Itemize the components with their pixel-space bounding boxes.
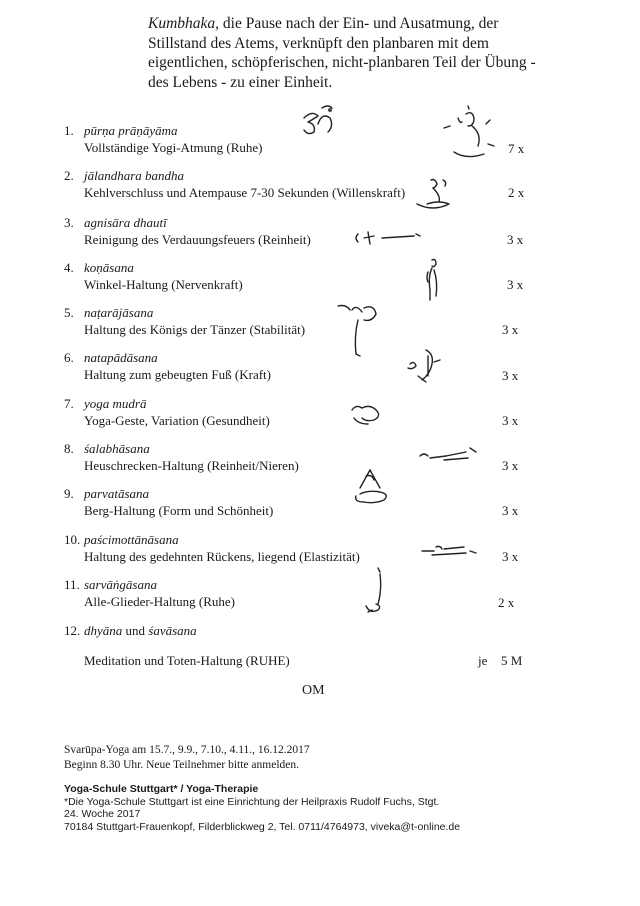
- item-number: 10.: [64, 532, 81, 547]
- sanskrit-name: jālandhara bandha: [84, 168, 185, 183]
- sanskrit-name: sarvāṅgāsana: [84, 577, 157, 592]
- repetition-count: 3 x: [507, 232, 524, 247]
- school-note: *Die Yoga-Schule Stuttgart ist eine Einrichtung der Heilpraxis Rudolf Fuchs, Stgt.: [64, 795, 440, 808]
- repetition-count: 3 x: [502, 368, 519, 383]
- sanskrit-name: naṭarājāsana: [84, 305, 154, 320]
- item-number: 6.: [64, 350, 74, 365]
- item-number: 9.: [64, 486, 74, 501]
- intro-lead: Kumbhaka,: [148, 15, 220, 32]
- seated-figure-icon: [413, 176, 453, 212]
- repetition-count: 3 x: [507, 277, 524, 292]
- sanskrit-name: yoga mudrā: [84, 396, 147, 411]
- sanskrit-name: pūrṇa prāṇāyāma: [84, 123, 178, 138]
- item-description: Haltung des gedehnten Rückens, liegend (Elastizität): [84, 549, 360, 564]
- item-description: Alle-Glieder-Haltung (Ruhe): [84, 594, 235, 609]
- item-number: 5.: [64, 305, 74, 320]
- shoulder-stand-figure-icon: [360, 566, 392, 616]
- standing-figure-icon: [420, 256, 446, 304]
- item-number: 4.: [64, 260, 74, 275]
- bent-foot-figure-icon: [404, 346, 446, 384]
- item-number: 12.: [64, 623, 81, 638]
- kneeling-figure-icon: [348, 402, 386, 428]
- school-name: Yoga-Schule Stuttgart* / Yoga-Therapie: [64, 783, 259, 795]
- item-description: Haltung zum gebeugten Fuß (Kraft): [84, 367, 272, 382]
- item-description: Heuschrecken-Haltung (Reinheit/Nieren): [84, 458, 299, 473]
- lying-figure-icon: [352, 228, 424, 248]
- item-description: Vollständige Yogi-Atmung (Ruhe): [84, 140, 263, 155]
- repetition-count: 3 x: [502, 503, 519, 518]
- repetition-count: 2 x: [498, 595, 515, 610]
- item-description: Haltung des Königs der Tänzer (Stabilität): [84, 322, 306, 337]
- schedule-start: Beginn 8.30 Uhr. Neue Teilnehmer bitte anmelden.: [64, 759, 299, 771]
- school-week: 24. Woche 2017: [64, 808, 141, 820]
- item-number: 2.: [64, 168, 74, 183]
- school-address: 70184 Stuttgart-Frauenkopf, Filderblickweg 2, Tel. 0711/4764973, viveka@t-online.de: [64, 820, 461, 833]
- sanskrit-name: śalabhāsana: [84, 441, 150, 456]
- locust-figure-icon: [416, 444, 482, 466]
- repetition-count: 3 x: [502, 413, 519, 428]
- item-number: 1.: [64, 123, 74, 138]
- item-number: 11.: [64, 577, 80, 592]
- dancer-figure-icon: [334, 300, 382, 360]
- item-number: 8.: [64, 441, 74, 456]
- item-number: 7.: [64, 396, 74, 411]
- item-description: Reinigung des Verdauungsfeuers (Reinheit): [84, 232, 311, 247]
- item-description: Kehlverschluss und Atempause 7-30 Sekunden (Willenskraft): [84, 185, 406, 200]
- meditating-figure-icon: [438, 104, 498, 166]
- item-number: 3.: [64, 215, 74, 230]
- intro-text: die Pause nach der Ein- und Ausatmung, der Stillstand des Atems, verknüpft den planbaren mit dem eigentlichen, schöpferischen, nicht-planbaren Teil der Übung - des Lebens - zu einer Einheit.: [148, 15, 536, 91]
- om-label: OM: [302, 683, 325, 698]
- je-label: je: [478, 653, 488, 668]
- sanskrit-name-2: śavāsana: [148, 623, 197, 638]
- meditation-time: 5 M: [501, 653, 523, 668]
- sanskrit-name: agnisāra dhautī: [84, 215, 167, 230]
- repetition-count: 3 x: [502, 549, 519, 564]
- sanskrit-name: parvatāsana: [84, 486, 149, 501]
- om-symbol-icon: [300, 104, 342, 138]
- schedule-dates: Svarūpa-Yoga am 15.7., 9.9., 7.10., 4.11., 16.12.2017: [64, 744, 310, 756]
- schedule-block: [64, 743, 310, 773]
- repetition-count: 3 x: [502, 458, 519, 473]
- mountain-figure-icon: [350, 466, 394, 508]
- item-12-title: [84, 623, 197, 639]
- item-12-connector: und: [122, 623, 149, 638]
- sanskrit-name: natapādāsana: [84, 350, 158, 365]
- item-description: Berg-Haltung (Form und Schönheit): [84, 503, 274, 518]
- repetition-count: 3 x: [502, 322, 519, 337]
- item-description: Yoga-Geste, Variation (Gesundheit): [84, 413, 270, 428]
- school-info: [64, 783, 460, 833]
- repetition-count: 7 x: [508, 141, 525, 156]
- item-description: Winkel-Haltung (Nervenkraft): [84, 277, 243, 292]
- stretched-back-figure-icon: [418, 539, 482, 561]
- sanskrit-name: dhyāna: [84, 623, 123, 638]
- intro-paragraph: [148, 14, 548, 92]
- meditation-line: Meditation und Toten-Haltung (RUHE): [84, 653, 290, 668]
- repetition-count: 2 x: [508, 185, 525, 200]
- sanskrit-name: koṇāsana: [84, 260, 134, 275]
- sanskrit-name: paścimottānāsana: [84, 532, 179, 547]
